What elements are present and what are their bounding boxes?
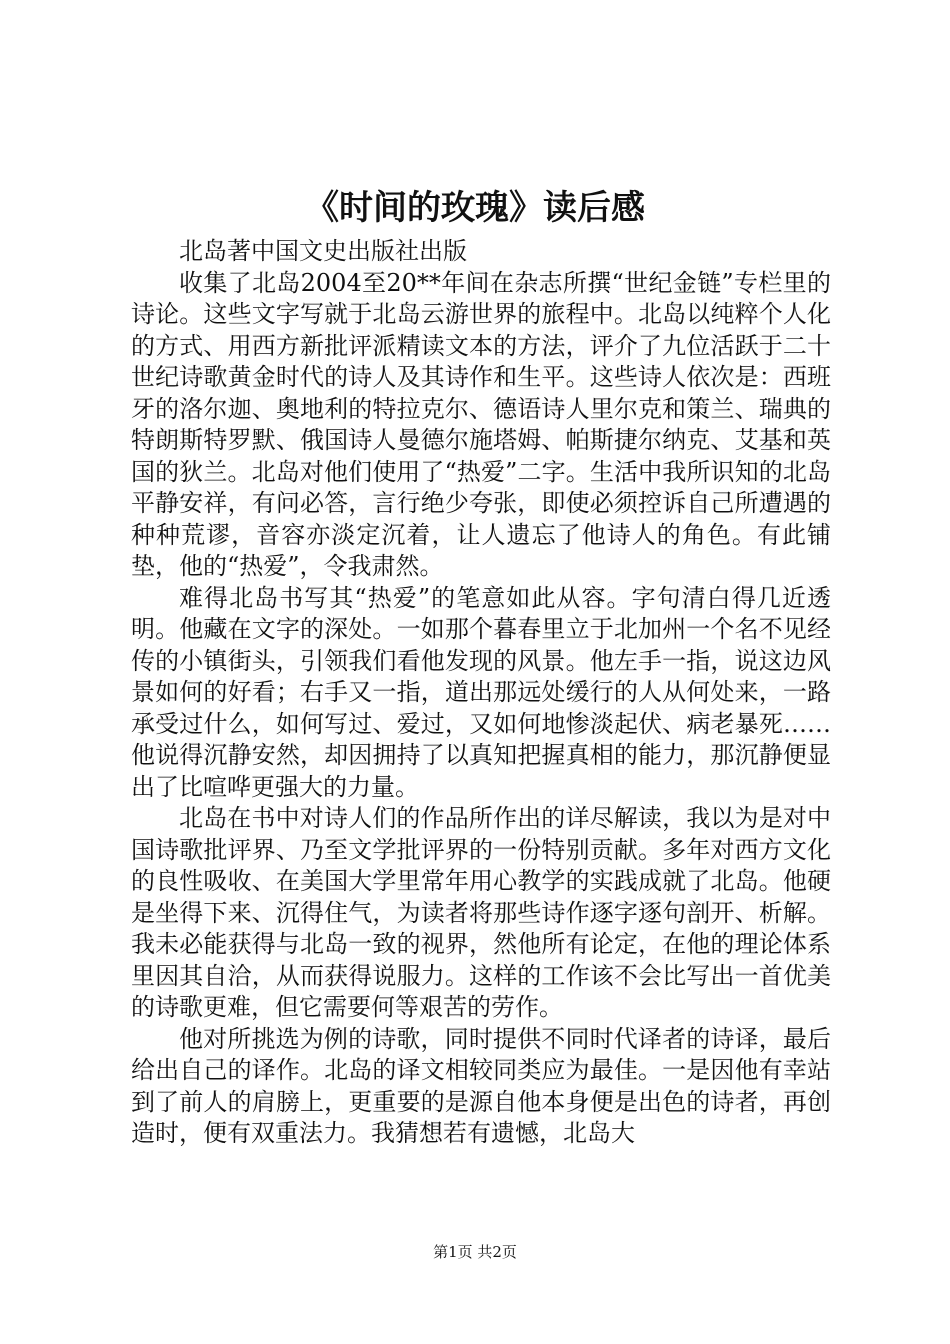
document-body xyxy=(131,236,831,1150)
paragraph-1: 收集了北岛2004至20**年间在杂志所撰“世纪金链”专栏里的诗论。这些文字写就于北岛云游世界的旅程中。北岛以纯粹个人化的方式、用西方新批评派精读文本的方法，评介了九位活跃于二十世纪诗歌黄金时代的诗人及其诗作和生平。这些诗人依次是：西班牙的洛尔迦、奥地利的特拉克尔、德语诗人里尔克和策兰、瑞典的特朗斯特罗默、俄国诗人曼德尔施塔姆、帕斯捷尔纳克、艾基和英国的狄兰。北岛对他们使用了“热爱”二字。生活中我所识知的北岛平静安祥，有问必答，言行绝少夸张，即使必须控诉自己所遭遇的种种荒谬，音容亦淡定沉着，让人遗忘了他诗人的角色。有此铺垫，他的“热爱”，令我肃然。 xyxy=(131,268,831,580)
paragraph-2: 难得北岛书写其“热爱”的笔意如此从容。字句清白得几近透明。他藏在文字的深处。一如那个暮春里立于北加州一个名不见经传的小镇街头，引领我们看他发现的风景。他左手一指，说这边风景如何的好看；右手又一指，道出那远处缓行的人从何处来，一路承受过什么，如何写过、爱过，又如何地惨淡起伏、病老暴死……他说得沉静安然，却因拥持了以真知把握真相的能力，那沉静便显出了比喧哗更强大的力量。 xyxy=(131,583,831,801)
page-number-footer: 第1页 共2页 xyxy=(433,1243,517,1261)
byline: 北岛著中国文史出版社出版 xyxy=(179,237,467,265)
document-title: 《时间的玫瑰》读后感 xyxy=(305,188,645,228)
paragraph-4: 他对所挑选为例的诗歌，同时提供不同时代译者的诗译，最后给出自己的译作。北岛的译文相较同类应为最佳。一是因他有幸站到了前人的肩膀上，更重要的是源自他本身便是出色的诗者，再创造时，便有双重法力。我猜想若有遗憾，北岛大 xyxy=(131,1024,831,1147)
paragraph-3: 北岛在书中对诗人们的作品所作出的详尽解读，我以为是对中国诗歌批评界、乃至文学批评界的一份特别贡献。多年对西方文化的良性吸收、在美国大学里常年用心教学的实践成就了北岛。他硬是坐得下来、沉得住气，为读者将那些诗作逐字逐句剖开、析解。我未必能获得与北岛一致的视界，然他所有论定，在他的理论体系里因其自洽，从而获得说服力。这样的工作该不会比写出一首优美的诗歌更难，但它需要何等艰苦的劳作。 xyxy=(131,804,831,1021)
